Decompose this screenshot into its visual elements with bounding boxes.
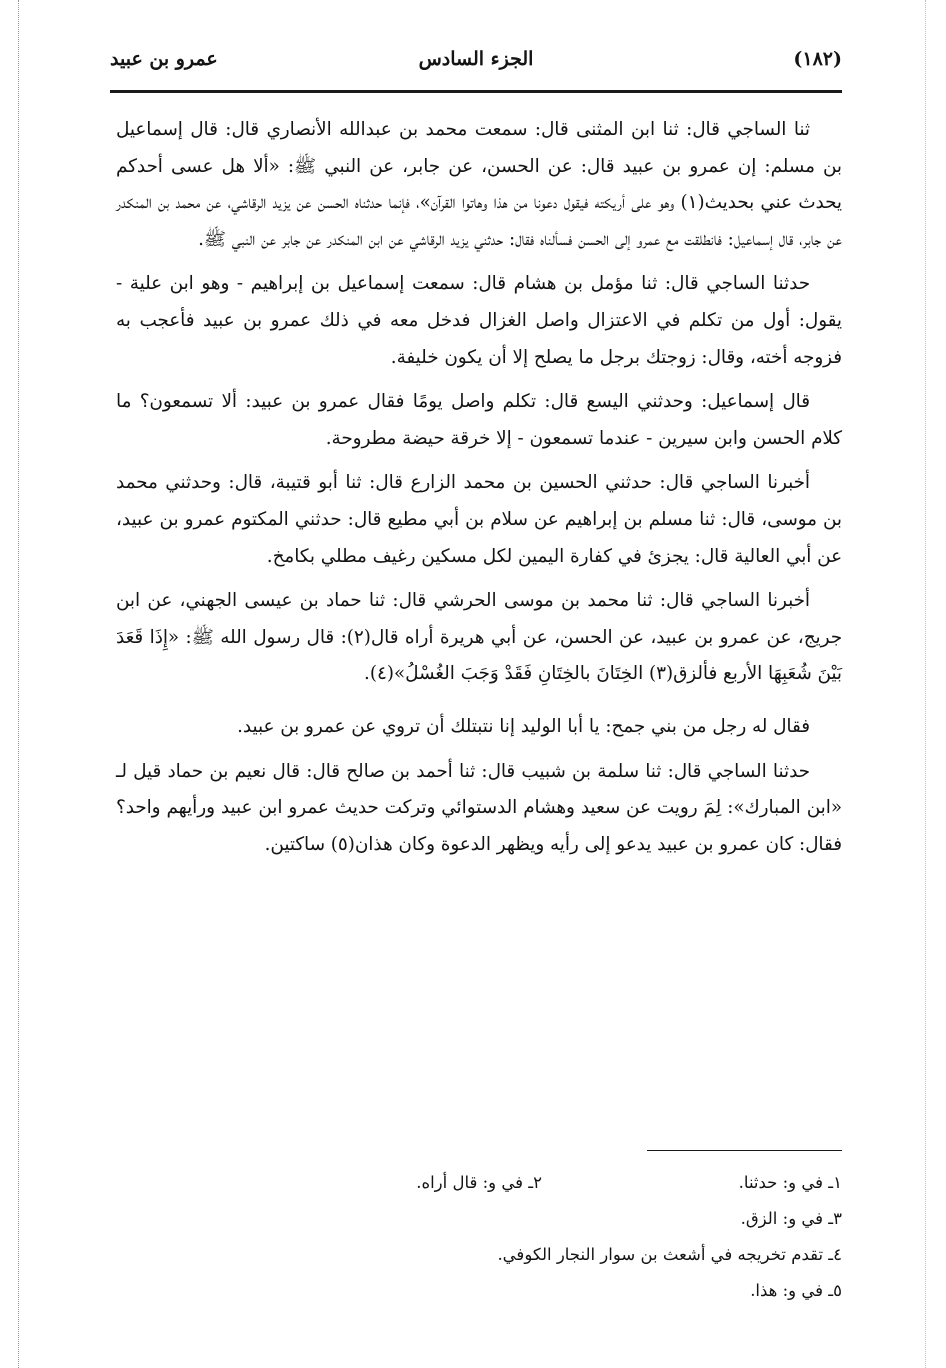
footnote: ٣ـ في و: الزق.	[740, 1209, 842, 1228]
scan-edge-left	[18, 0, 19, 1368]
paragraph: فقال له رجل من بني جمح: يا أبا الوليد إنا نتبتلك أن تروي عن عمرو بن عبيد.	[237, 715, 810, 737]
part-title: الجزء السادس	[418, 48, 534, 70]
footnote: ١ـ في و: حدثنا.	[738, 1173, 842, 1192]
header-rule	[110, 90, 842, 93]
footnote: ٤ـ تقدم تخريجه في أشعث بن سوار النجار الكوفي.	[497, 1245, 842, 1264]
paragraph: أخبرنا الساجي قال: ثنا محمد بن موسى الحرشي قال: ثنا حماد بن عيسى الجهني، عن ابن جريج، عن عمرو بن عبيد، عن الحسن، عن أبي هريرة أراه قال(٢): قال رسول الله ﷺ: «إِذَا قَعَدَ بَيْنَ شُعَبِهَا الأربع فألزق(٣) الخِتَانَ بالخِتَانِ فَقَدْ وَجَبَ الغُسْلُ»(٤).	[116, 590, 842, 685]
footnote: ٥ـ في و: هذا.	[750, 1281, 842, 1300]
running-title: عمرو بن عبيد	[110, 48, 218, 70]
paragraph: قال إسماعيل: وحدثني اليسع قال: تكلم واصل يومًا فقال عمرو بن عبيد: ألا تسمعون؟ ما كلام الحسن وابن سيرين - عندما تسمعون - إلا خرقة حيضة مطروحة.	[116, 391, 842, 449]
scan-edge-right	[925, 0, 926, 1368]
footnote: ٢ـ في و: قال أراه.	[416, 1173, 542, 1192]
footnotes	[116, 1165, 842, 1309]
page-header	[110, 48, 842, 82]
paragraph: حدثنا الساجي قال: ثنا مؤمل بن هشام قال: سمعت إسماعيل بن إبراهيم - وهو ابن علية - يقول: أول من تكلم في الاعتزال واصل الغزال فدخل معه في ذلك عمرو بن عبيد فأعجب به فزوجه أخته، وقال: زوجتك برجل ما يصلح إلا أن يكون خليفة.	[116, 273, 842, 368]
footnote-rule	[647, 1150, 842, 1151]
main-text	[116, 112, 842, 863]
paragraph: حدثنا الساجي قال: ثنا سلمة بن شبيب قال: ثنا أحمد بن صالح قال: قال نعيم بن حماد قيل لـ «ابن المبارك»: لِمَ رويت عن سعيد وهشام الدستوائي وتركت حديث عمرو ابن عبيد ورأيهم واحد؟ فقال: كان عمرو بن عبيد يدعو إلى رأيه ويظهر الدعوة وكان هذان(٥) ساكتين.	[116, 760, 842, 855]
paragraph: ثنا الساجي قال: ثنا ابن المثنى قال: سمعت محمد بن عبدالله الأنصاري قال: قال إسماعيل بن مسلم: إن عمرو بن عبيد قال: عن الحسن، عن جابر، عن النبي ﷺ: «ألا هل عسى أحدكم يحدث عني بحديث(١) وهو على أريكته فيقول دعونا من هذا وهاتوا القرآن»، فإنما حدثناه الحسن عن يزيد الرقاشي، عن محمد بن المنكدر عن جابر، قال إسماعيل: فانطلقت مع عمرو إلى الحسن فسألناه فقال: حدثني يزيد الرقاشي عن ابن المنكدر عن جابر عن النبي ﷺ.	[116, 119, 842, 250]
page-number: (١٨٢)	[793, 48, 842, 70]
paragraph: أخبرنا الساجي قال: حدثني الحسين بن محمد الزارع قال: ثنا أبو قتيبة، قال: وحدثني محمد بن موسى، قال: ثنا مسلم بن إبراهيم عن سلام بن أبي مطيع قال: حدثني المكتوم عمرو بن عبيد، عن أبي العالية قال: يجزئ في كفارة اليمين لكل مسكين رغيف مطلي بكامخ.	[116, 472, 842, 567]
